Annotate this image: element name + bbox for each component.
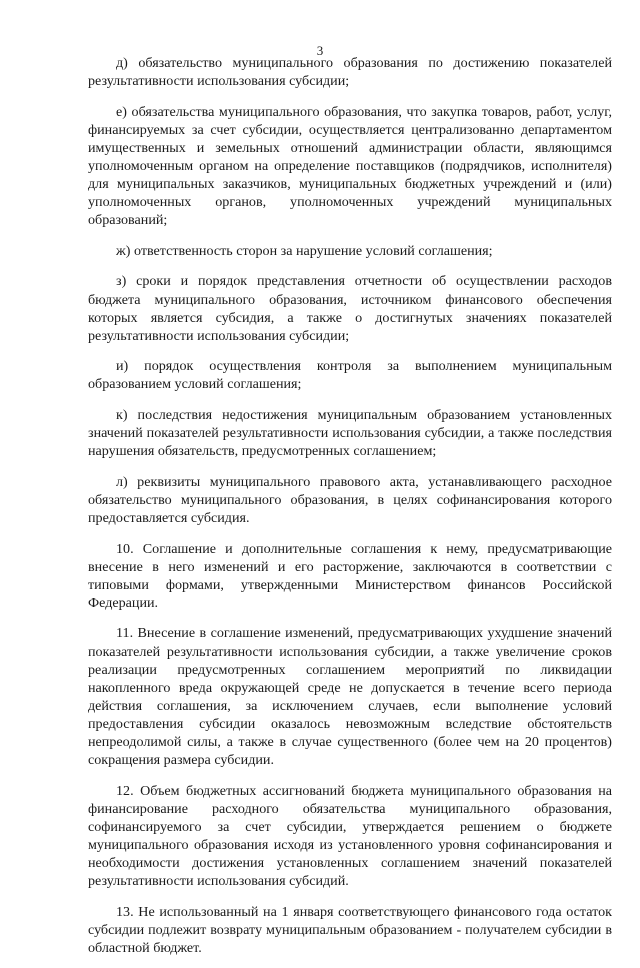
paragraph-k: к) последствия недостижения муниципальным образованием установленных значений показателей результативности использования субсидии, а также последствия нарушения обязательств, предусмотренных соглашением; (88, 407, 612, 460)
paragraph-d: д) обязательство муниципального образования по достижению показателей результативности использования субсидии; (88, 55, 612, 90)
document-body (88, 54, 612, 968)
paragraph-13: 13. Не использованный на 1 января соответствующего финансового года остаток субсидии подлежит возврату муниципальным образованием - получателем субсидии в областной бюджет. (88, 903, 612, 956)
paragraph-10: 10. Соглашение и дополнительные соглашения к нему, предусматривающие внесение в него изменений и его расторжение, заключаются в соответствии с типовыми формами, утвержденными Министерством финансов Российской Федерации. (88, 540, 612, 611)
paragraph-i: и) порядок осуществления контроля за выполнением муниципальным образованием условий соглашения; (88, 358, 612, 393)
paragraph-11: 11. Внесение в соглашение изменений, предусматривающих ухудшение значений показателей результативности использования субсидии, а также увеличение сроков реализации предусмотренных соглашением мероприятий по ликвидации накопленного вреда окружающей среде не допускается в течение всего периода действия соглашения, за исключением случаев, если выполнение условий предоставления субсидии оказалось невозможным вследствие обстоятельств непреодолимой силы, а также в случае существенного (более чем на 20 процентов) сокращения размера субсидии. (88, 625, 612, 769)
page-number: 3 (316, 43, 324, 58)
paragraph-e: е) обязательства муниципального образования, что закупка товаров, работ, услуг, финансируемых за счет субсидии, осуществляется централизованно департаментом имущественных и земельных отношений администрации области, являющимся уполномоченным органом на определение поставщиков (подрядчиков, исполнителя) для муниципальных заказчиков, муниципальных бюджетных учреждений и (или) уполномоченных органов, уполномоченных учреждений муниципальных образований; (88, 103, 612, 229)
paragraph-12: 12. Объем бюджетных ассигнований бюджета муниципального образования на финансирование расходного обязательства муниципального образования, софинансируемого за счет субсидии, утверждается решением о бюджете муниципального образования исходя из установленного уровня софинансирования и необходимости достижения установленных соглашением значений показателей результативности использования субсидий. (88, 782, 612, 890)
paragraph-zh: ж) ответственность сторон за нарушение условий соглашения; (116, 242, 493, 259)
paragraph-z: з) сроки и порядок представления отчетности об осуществлении расходов бюджета муниципального образования, источником финансового обеспечения которых является субсидия, а также о достигнутых значениях показателей результативности использования субсидии; (88, 273, 612, 344)
paragraph-l: л) реквизиты муниципального правового акта, устанавливающего расходное обязательство муниципального образования, в целях софинансирования которого предоставляется субсидия. (88, 473, 612, 526)
